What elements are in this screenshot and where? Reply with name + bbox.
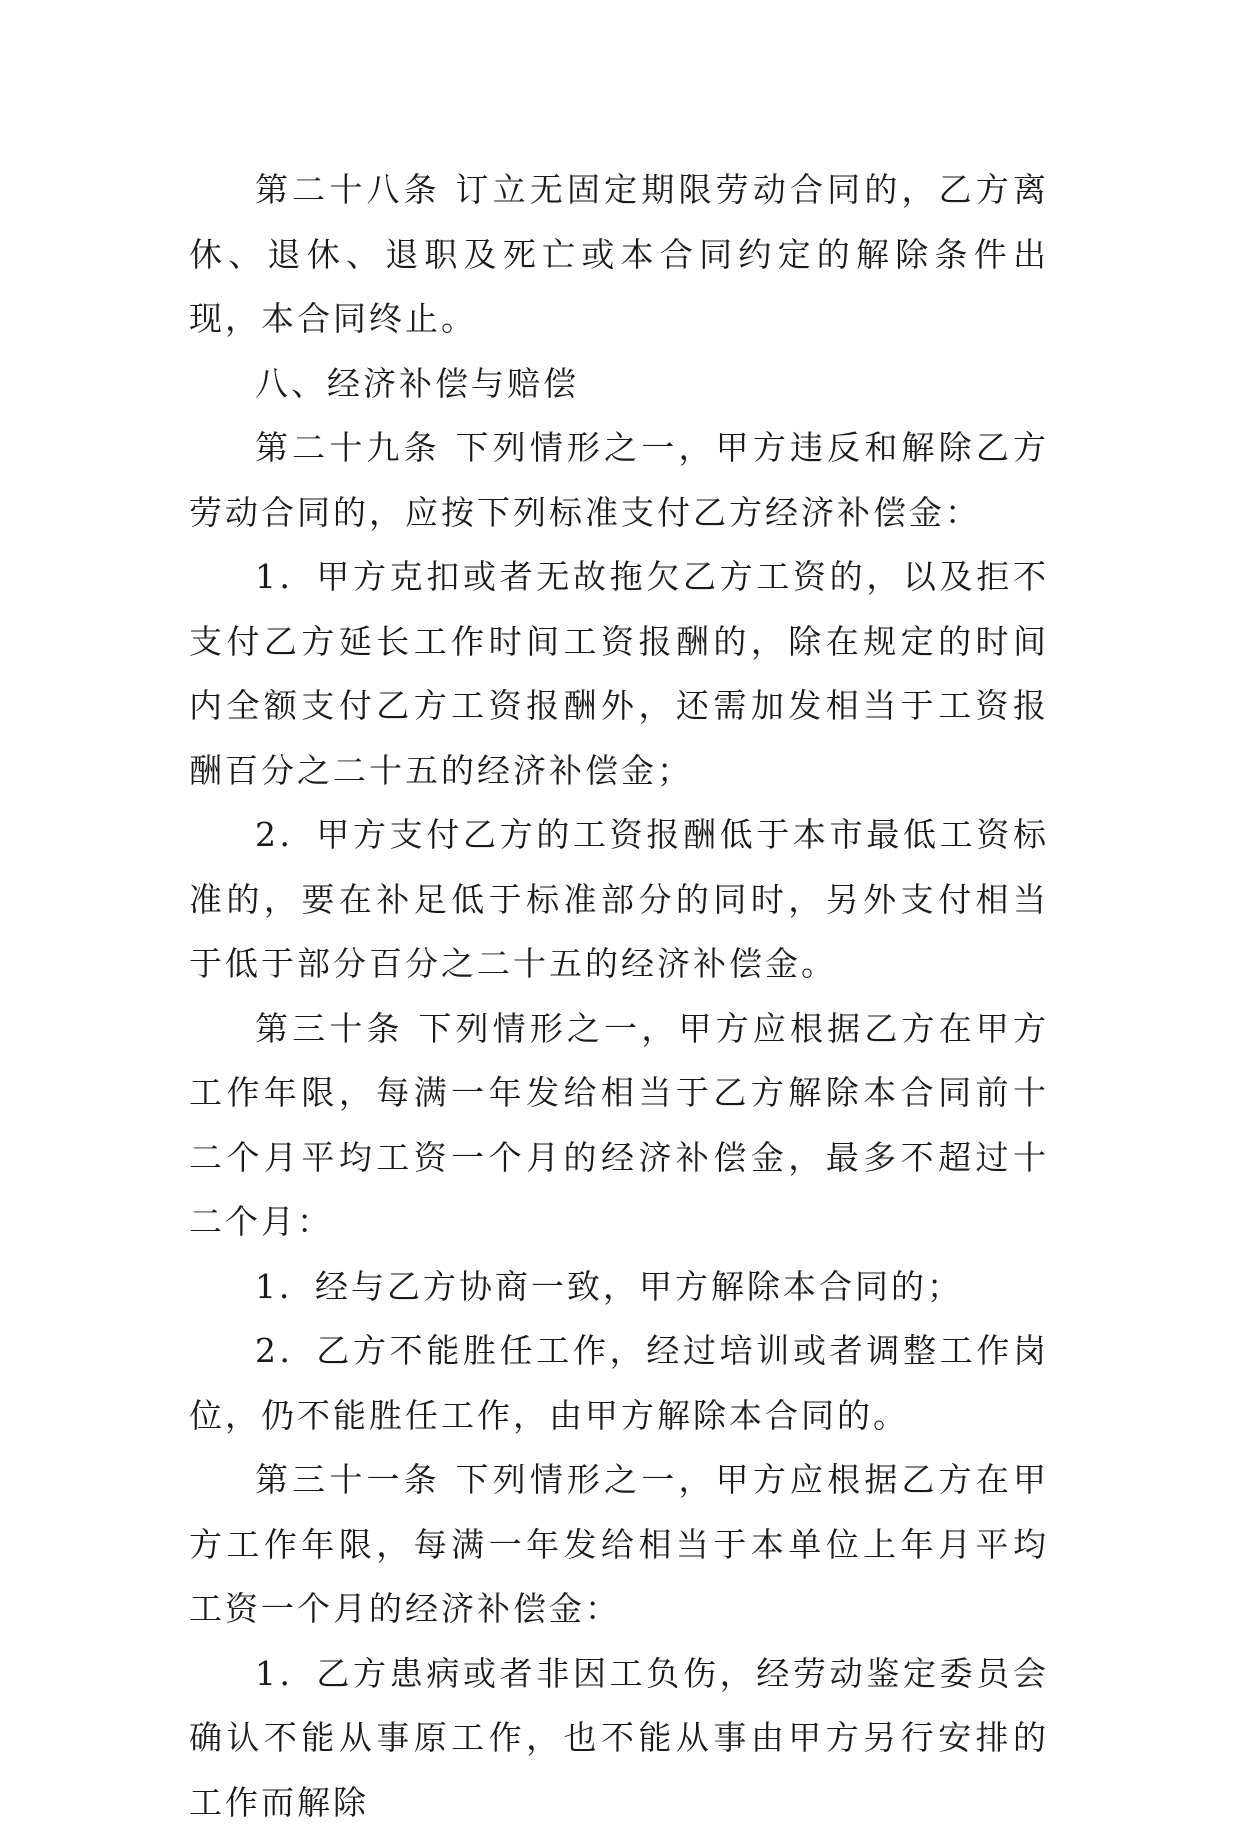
paragraph-article-30: 第三十条 下列情形之一，甲方应根据乙方在甲方工作年限，每满一年发给相当于乙方解除本合同前十二个月平均工资一个月的经济补偿金，最多不超过十二个月： [189, 997, 1049, 1255]
paragraph-article-31-item-1: 1．乙方患病或者非因工负伤，经劳动鉴定委员会确认不能从事原工作，也不能从事由甲方另行安排的工作而解除 [189, 1642, 1049, 1835]
paragraph-article-29-item-1: 1．甲方克扣或者无故拖欠乙方工资的，以及拒不支付乙方延长工作时间工资报酬的，除在规定的时间内全额支付乙方工资报酬外，还需加发相当于工资报酬百分之二十五的经济补偿金； [189, 545, 1049, 803]
document-body [189, 158, 1049, 1835]
paragraph-article-28: 第二十八条 订立无固定期限劳动合同的，乙方离休、退休、退职及死亡或本合同约定的解除条件出现，本合同终止。 [189, 158, 1049, 352]
paragraph-article-31: 第三十一条 下列情形之一，甲方应根据乙方在甲方工作年限，每满一年发给相当于本单位上年月平均工资一个月的经济补偿金： [189, 1448, 1049, 1642]
paragraph-article-29: 第二十九条 下列情形之一，甲方违反和解除乙方劳动合同的，应按下列标准支付乙方经济补偿金： [189, 416, 1049, 545]
section-heading-compensation: 八、经济补偿与赔偿 [189, 352, 1049, 417]
paragraph-article-29-item-2: 2．甲方支付乙方的工资报酬低于本市最低工资标准的，要在补足低于标准部分的同时，另外支付相当于低于部分百分之二十五的经济补偿金。 [189, 803, 1049, 997]
paragraph-article-30-item-1: 1．经与乙方协商一致，甲方解除本合同的； [189, 1255, 1049, 1320]
paragraph-article-30-item-2: 2．乙方不能胜任工作，经过培训或者调整工作岗位，仍不能胜任工作，由甲方解除本合同的。 [189, 1319, 1049, 1448]
